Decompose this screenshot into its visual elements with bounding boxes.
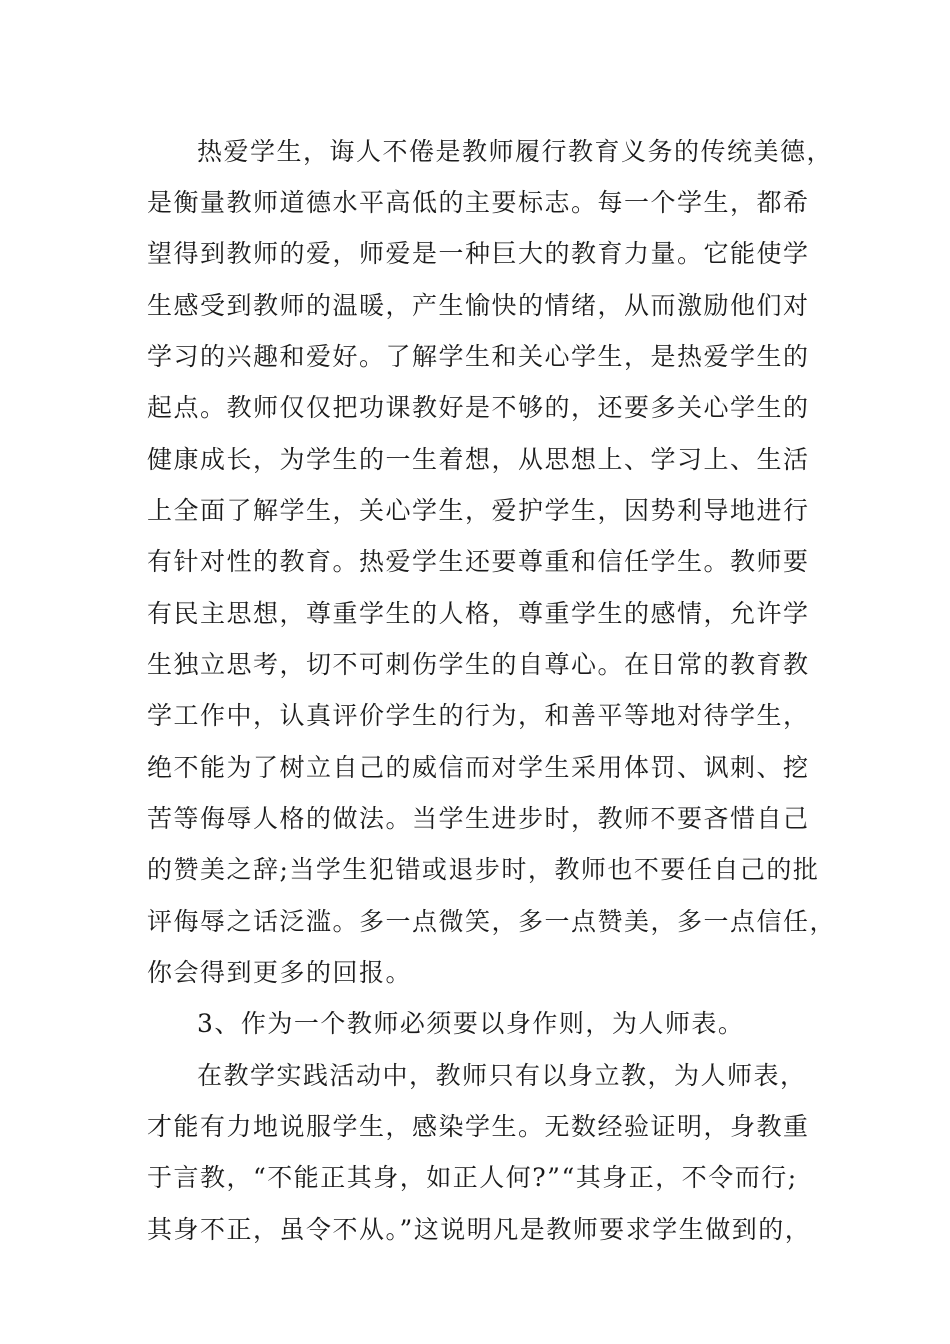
- text-line: 苦等侮辱人格的做法。当学生进步时，教师不要吝惜自己: [147, 804, 810, 833]
- text-line: 热爱学生，诲人不倦是教师履行教育义务的传统美德，: [197, 137, 834, 166]
- text-line: 你会得到更多的回报。: [147, 958, 413, 987]
- text-line: 在教学实践活动中，教师只有以身立教，为人师表，: [197, 1061, 807, 1090]
- text-line: 学习的兴趣和爱好。了解学生和关心学生，是热爱学生的: [147, 342, 810, 371]
- text-line: 健康成长，为学生的一生着想，从思想上、学习上、生活: [147, 445, 810, 474]
- text-line: 学工作中，认真评价学生的行为，和善平等地对待学生，: [147, 701, 810, 730]
- text-line: 评侮辱之话泛滥。多一点微笑，多一点赞美，多一点信任，: [147, 907, 837, 936]
- text-line: 望得到教师的爱，师爱是一种巨大的教育力量。它能使学: [147, 239, 810, 268]
- text-line: 其身不正，虽令不从。”这说明凡是教师要求学生做到的，: [147, 1215, 812, 1244]
- text-line: 起点。教师仅仅把功课教好是不够的，还要多关心学生的: [147, 393, 810, 422]
- text-line: 才能有力地说服学生，感染学生。无数经验证明，身教重: [147, 1112, 810, 1141]
- text-line: 上全面了解学生，关心学生，爱护学生，因势利导地进行: [147, 496, 810, 525]
- text-line: 是衡量教师道德水平高低的主要标志。每一个学生，都希: [147, 188, 810, 217]
- text-line: 生感受到教师的温暖，产生愉快的情绪，从而激励他们对: [147, 291, 810, 320]
- section-heading: 3、作为一个教师必须要以身作则，为人师表。: [197, 1009, 745, 1038]
- text-line: 的赞美之辞;当学生犯错或退步时，教师也不要任自己的批: [147, 855, 820, 884]
- text-line: 有民主思想，尊重学生的人格，尊重学生的感情，允许学: [147, 599, 810, 628]
- text-line: 有针对性的教育。热爱学生还要尊重和信任学生。教师要: [147, 547, 810, 576]
- text-line: 于言教，“不能正其身，如正人何?”“其身正，不令而行;: [147, 1163, 798, 1192]
- text-line: 生独立思考，切不可刺伤学生的自尊心。在日常的教育教: [147, 650, 810, 679]
- text-line: 绝不能为了树立自己的威信而对学生采用体罚、讽刺、挖: [147, 753, 810, 782]
